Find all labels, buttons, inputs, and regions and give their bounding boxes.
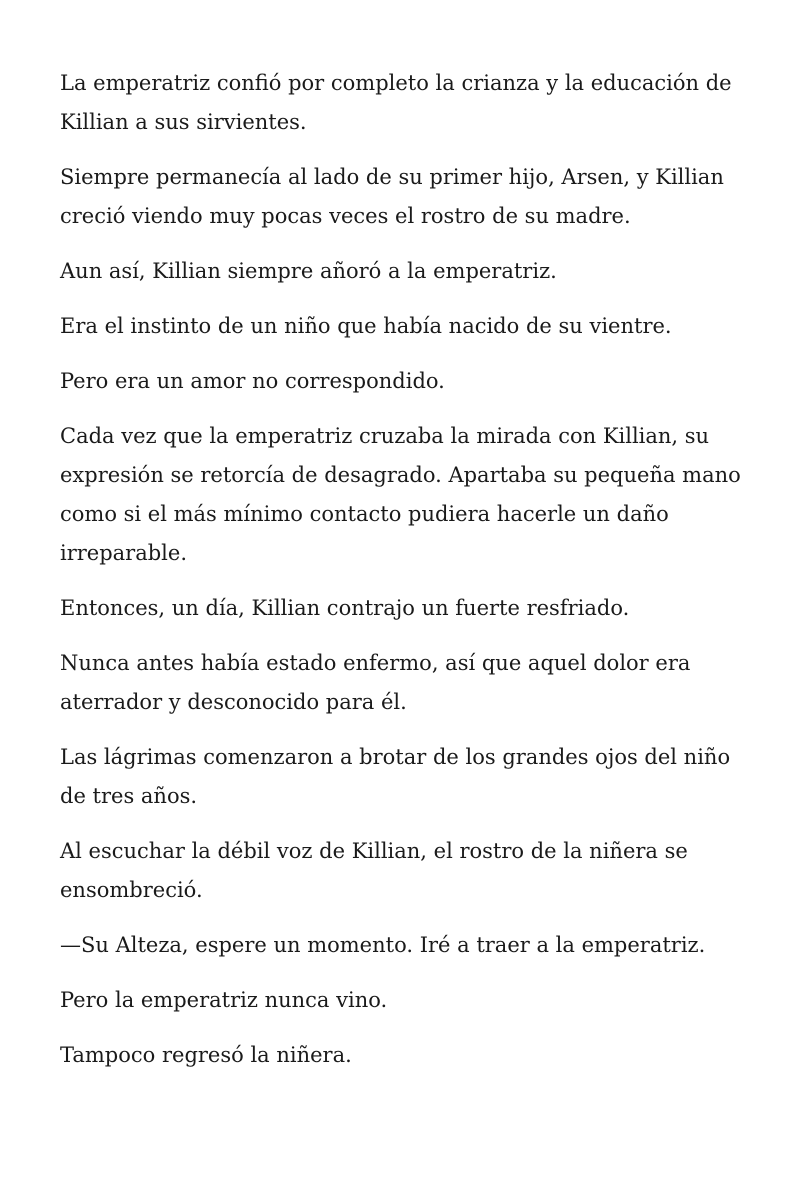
reader-page bbox=[60, 64, 750, 1091]
paragraph: Al escuchar la débil voz de Killian, el rostro de la niñera se ensombreció. bbox=[60, 839, 688, 902]
paragraph: Tampoco regresó la niñera. bbox=[60, 1043, 352, 1067]
paragraph: Pero la emperatriz nunca vino. bbox=[60, 988, 388, 1012]
paragraph: Pero era un amor no correspondido. bbox=[60, 369, 445, 393]
paragraph: La emperatriz confió por completo la crianza y la educación de Killian a sus sirvientes. bbox=[60, 71, 732, 134]
paragraph: Nunca antes había estado enfermo, así que aquel dolor era aterrador y desconocido para él. bbox=[60, 651, 691, 714]
paragraph: Aun así, Killian siempre añoró a la emperatriz. bbox=[60, 259, 557, 283]
paragraph: Cada vez que la emperatriz cruzaba la mirada con Killian, su expresión se retorcía de desagrado. Apartaba su pequeña mano como si el más mínimo contacto pudiera hacerle un daño irreparable. bbox=[60, 424, 741, 565]
paragraph: Siempre permanecía al lado de su primer hijo, Arsen, y Killian creció viendo muy pocas veces el rostro de su madre. bbox=[60, 165, 724, 228]
paragraph: Era el instinto de un niño que había nacido de su vientre. bbox=[60, 314, 672, 338]
dialogue-paragraph: —Su Alteza, espere un momento. Iré a traer a la emperatriz. bbox=[60, 933, 706, 957]
paragraph: Las lágrimas comenzaron a brotar de los grandes ojos del niño de tres años. bbox=[60, 745, 731, 808]
paragraph: Entonces, un día, Killian contrajo un fuerte resfriado. bbox=[60, 596, 630, 620]
